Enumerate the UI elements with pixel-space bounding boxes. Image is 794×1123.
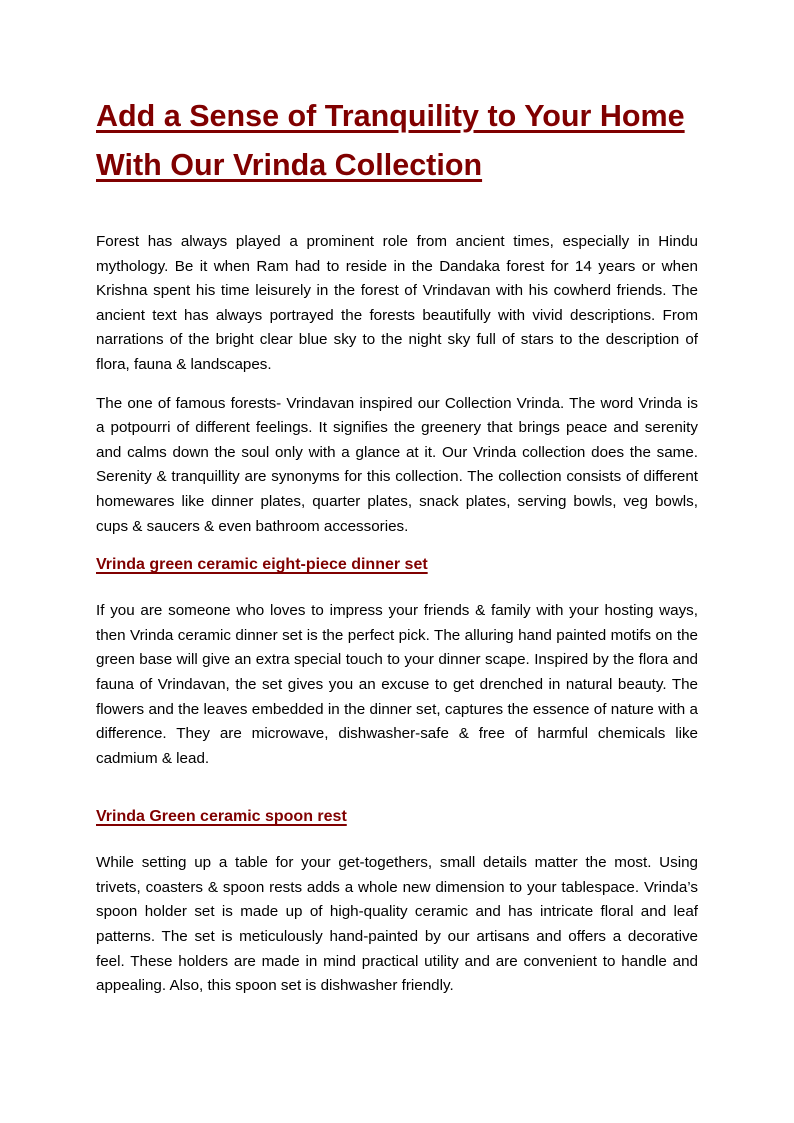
section-heading-dinner-set: Vrinda green ceramic eight-piece dinner set: [96, 556, 428, 574]
document-page: [96, 92, 698, 999]
section-body-dinner-set: If you are someone who loves to impress your friends & family with your hosting ways, then Vrinda ceramic dinner set is the perfect pick. The alluring hand painted motifs on the green base will give an extra special touch to your dinner scape. Inspired by the flora and fauna of Vrindavan, the set gives you an excuse to get drenched in natural beauty. The flowers and the leaves embedded in the dinner set, captures the essence of nature with a difference. They are microwave, dishwasher-safe & free of harmful chemicals like cadmium & lead.: [96, 602, 698, 767]
page-title: Add a Sense of Tranquility to Your Home With Our Vrinda Collection: [96, 99, 685, 182]
collection-paragraph: The one of famous forests- Vrindavan inspired our Collection Vrinda. The word Vrinda is a potpourri of different feelings. It signifies the greenery that brings peace and serenity and calms down the soul only with a glance at it. Our Vrinda collection does the same. Serenity & tranquillity are synonyms for this collection. The collection consists of different homewares like dinner plates, quarter plates, snack plates, serving bowls, veg bowls, cups & saucers & even bathroom accessories.: [96, 394, 698, 535]
intro-paragraph: Forest has always played a prominent role from ancient times, especially in Hindu mythology. Be it when Ram had to reside in the Dandaka forest for 14 years or when Krishna spent his time leisurely in the forest of Vrindavan with his cowherd friends. The ancient text has always portrayed the forests beautifully with vivid descriptions. From narrations of the bright clear blue sky to the night sky full of stars to the description of flora, fauna & landscapes.: [96, 233, 698, 373]
section-body-spoon-rest: While setting up a table for your get-togethers, small details matter the most. Using trivets, coasters & spoon rests adds a whole new dimension to your tablespace. Vrinda’s spoon holder set is made up of high-quality ceramic and has intricate floral and leaf patterns. The set is meticulously hand-painted by our artisans and offers a decorative feel. These holders are made in mind practical utility and are convenient to handle and appealing. Also, this spoon set is dishwasher friendly.: [96, 854, 698, 995]
section-heading-spoon-rest: Vrinda Green ceramic spoon rest: [96, 808, 347, 826]
